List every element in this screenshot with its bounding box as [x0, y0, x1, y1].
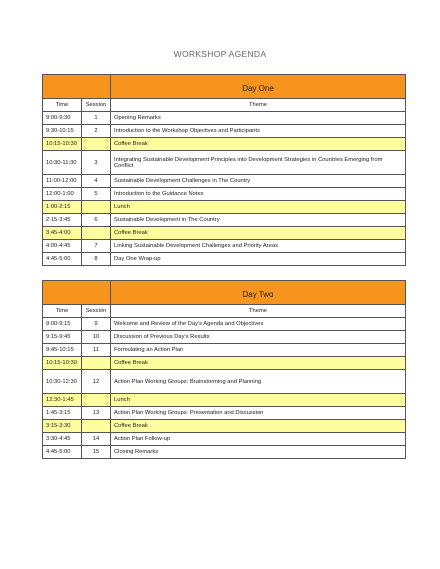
agenda-theme-cell: Coffee Break: [111, 227, 406, 240]
agenda-row: [43, 125, 406, 138]
agenda-row: [43, 331, 406, 344]
agenda-row: [43, 112, 406, 125]
agenda-session-cell: [82, 138, 111, 151]
day-two-header-row: [43, 281, 406, 305]
agenda-session-cell: 8: [82, 253, 111, 266]
agenda-session-cell: 9: [82, 318, 111, 331]
column-header-time: Time: [43, 99, 82, 112]
agenda-time-cell: 4:00-4:45: [43, 240, 82, 253]
agenda-theme-cell: Lunch: [111, 201, 406, 214]
agenda-theme-cell: Welcome and Review of the Day's Agenda and Objectives: [111, 318, 406, 331]
day-two-body: [43, 281, 406, 459]
column-header-theme: Theme: [111, 305, 406, 318]
day-one-header-spacer: [43, 75, 111, 99]
agenda-row: [43, 394, 406, 407]
day-two-table: [42, 280, 406, 459]
agenda-session-cell: 7: [82, 240, 111, 253]
agenda-time-cell: 10:30-11:30: [43, 151, 82, 175]
agenda-session-cell: 13: [82, 407, 111, 420]
agenda-row: [43, 357, 406, 370]
agenda-theme-cell: Coffee Break: [111, 420, 406, 433]
agenda-theme-cell: Formulating an Action Plan: [111, 344, 406, 357]
column-header-time: Time: [43, 305, 82, 318]
agenda-time-cell: 1:45-3:15: [43, 407, 82, 420]
agenda-time-cell: 12:30-1:45: [43, 394, 82, 407]
agenda-session-cell: [82, 394, 111, 407]
agenda-session-cell: [82, 201, 111, 214]
agenda-theme-cell: Sustainable Development Challenges in The Country: [111, 175, 406, 188]
agenda-session-cell: 11: [82, 344, 111, 357]
agenda-time-cell: 10:15-10:30: [43, 138, 82, 151]
day-two-header-spacer: [43, 281, 111, 305]
agenda-theme-cell: Sustainable Development in The Country: [111, 214, 406, 227]
agenda-row: [43, 253, 406, 266]
agenda-session-cell: [82, 357, 111, 370]
agenda-row: [43, 188, 406, 201]
agenda-row: [43, 407, 406, 420]
column-header-theme: Theme: [111, 99, 406, 112]
agenda-session-cell: 10: [82, 331, 111, 344]
agenda-time-cell: 9:45-10:15: [43, 344, 82, 357]
agenda-row: [43, 151, 406, 175]
day-two-title: Day Two: [111, 281, 406, 305]
agenda-theme-cell: Integrating Sustainable Development Principles into Development Strategies in Countries Emerging from Conflict: [111, 151, 406, 175]
agenda-theme-cell: Coffee Break: [111, 138, 406, 151]
agenda-session-cell: 14: [82, 433, 111, 446]
agenda-session-cell: 1: [82, 112, 111, 125]
agenda-row: [43, 433, 406, 446]
day-two-column-header-row: [43, 305, 406, 318]
agenda-session-cell: [82, 227, 111, 240]
agenda-session-cell: 6: [82, 214, 111, 227]
agenda-theme-cell: Discussion of Previous Day's Results: [111, 331, 406, 344]
agenda-theme-cell: Action Plan Working Groups: Presentation and Discussion: [111, 407, 406, 420]
agenda-row: [43, 138, 406, 151]
agenda-time-cell: 3:15-3:30: [43, 420, 82, 433]
day-one-column-header-row: [43, 99, 406, 112]
agenda-session-cell: [82, 420, 111, 433]
agenda-theme-cell: Linking Sustainable Development Challenges and Priority Areas: [111, 240, 406, 253]
agenda-time-cell: 9:15-9:45: [43, 331, 82, 344]
agenda-time-cell: 11:00-12:00: [43, 175, 82, 188]
agenda-session-cell: 3: [82, 151, 111, 175]
agenda-theme-cell: Opening Remarks: [111, 112, 406, 125]
day-one-body: [43, 75, 406, 266]
agenda-time-cell: 2:15-3:45: [43, 214, 82, 227]
agenda-theme-cell: Introduction to the Workshop Objectives and Participants: [111, 125, 406, 138]
day-one-title: Day One: [111, 75, 406, 99]
column-header-session: Session: [82, 99, 111, 112]
agenda-session-cell: 5: [82, 188, 111, 201]
agenda-row: [43, 175, 406, 188]
agenda-session-cell: 12: [82, 370, 111, 394]
agenda-time-cell: 3:45-4:00: [43, 227, 82, 240]
agenda-time-cell: 10:15-10:30: [43, 357, 82, 370]
agenda-time-cell: 9:00-9:15: [43, 318, 82, 331]
agenda-theme-cell: Closing Remarks: [111, 446, 406, 459]
page-title: WORKSHOP AGENDA: [173, 49, 267, 59]
day-one-table: [42, 74, 406, 266]
agenda-session-cell: 4: [82, 175, 111, 188]
agenda-row: [43, 214, 406, 227]
day-one-header-row: [43, 75, 406, 99]
agenda-time-cell: 9:00-9:30: [43, 112, 82, 125]
agenda-row: [43, 344, 406, 357]
agenda-theme-cell: Action Plan Working Groups: Brainstorming and Planning: [111, 370, 406, 394]
agenda-session-cell: 15: [82, 446, 111, 459]
agenda-row: [43, 446, 406, 459]
agenda-row: [43, 370, 406, 394]
agenda-theme-cell: Coffee Break: [111, 357, 406, 370]
agenda-row: [43, 420, 406, 433]
agenda-row: [43, 227, 406, 240]
agenda-row: [43, 201, 406, 214]
agenda-theme-cell: Lunch: [111, 394, 406, 407]
agenda-time-cell: 9:30-10:15: [43, 125, 82, 138]
agenda-theme-cell: Day One Wrap-up: [111, 253, 406, 266]
agenda-theme-cell: Introduction to the Guidance Notes: [111, 188, 406, 201]
agenda-row: [43, 318, 406, 331]
agenda-time-cell: 12:00-1:00: [43, 188, 82, 201]
agenda-session-cell: 2: [82, 125, 111, 138]
agenda-theme-cell: Action Plan Follow-up: [111, 433, 406, 446]
agenda-time-cell: 4:45-5:00: [43, 253, 82, 266]
agenda-time-cell: 1:00-2:15: [43, 201, 82, 214]
column-header-session: Session: [82, 305, 111, 318]
agenda-time-cell: 3:30-4:45: [43, 433, 82, 446]
agenda-time-cell: 10:30-12:30: [43, 370, 82, 394]
agenda-time-cell: 4:45-5:00: [43, 446, 82, 459]
agenda-row: [43, 240, 406, 253]
